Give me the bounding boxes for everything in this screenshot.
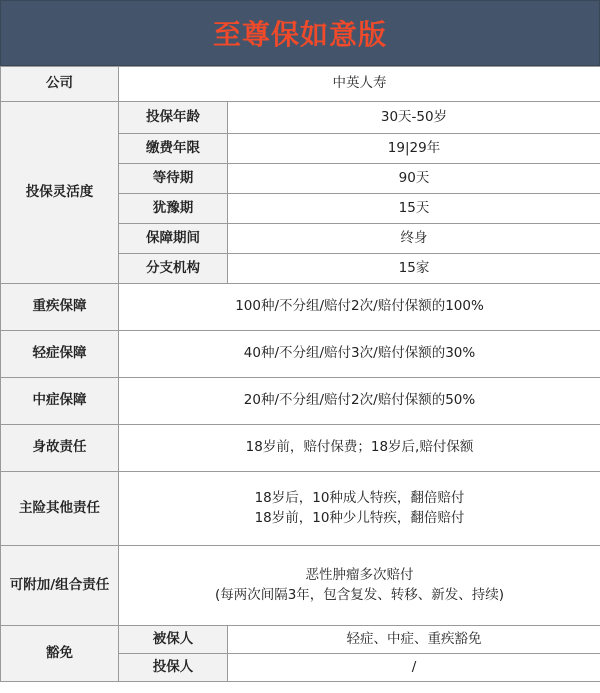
label-other: 主险其他责任	[1, 472, 119, 546]
label-addon: 可附加/组合责任	[1, 546, 119, 626]
title-bar	[0, 0, 600, 66]
sublabel-coverage-period: 保障期间	[119, 224, 228, 254]
value-addon	[119, 546, 600, 626]
row-death	[1, 425, 600, 472]
label-waiver: 豁免	[1, 626, 119, 682]
value-mild: 40种/不分组/赔付3次/赔付保额的30%	[119, 331, 600, 378]
label-flexibility: 投保灵活度	[1, 102, 119, 284]
label-moderate: 中症保障	[1, 378, 119, 425]
value-death: 18岁前，赔付保费；18岁后,赔付保额	[119, 425, 600, 472]
value-other	[119, 472, 600, 546]
sublabel-insured: 被保人	[119, 626, 228, 654]
label-mild: 轻症保障	[1, 331, 119, 378]
value-payment-term: 19|29年	[228, 134, 600, 164]
value-critical: 100种/不分组/赔付2次/赔付保额的100%	[119, 284, 600, 331]
value-cooling-off: 15天	[228, 194, 600, 224]
row-other	[1, 472, 600, 546]
row-mild	[1, 331, 600, 378]
sublabel-branches: 分支机构	[119, 254, 228, 284]
label-critical: 重疾保障	[1, 284, 119, 331]
sublabel-policyholder: 投保人	[119, 654, 228, 682]
value-addon-line-1: 恶性肿瘤多次赔付	[305, 566, 414, 583]
value-addon-line-2: (每两次间隔3年，包含复发、转移、新发、持续)	[214, 586, 505, 603]
product-title: 至尊保如意版	[212, 18, 387, 51]
sublabel-cooling-off: 犹豫期	[119, 194, 228, 224]
value-waiting-period: 90天	[228, 164, 600, 194]
row-moderate	[1, 378, 600, 425]
label-death: 身故责任	[1, 425, 119, 472]
row-waiver-insured	[1, 626, 600, 654]
value-moderate: 20种/不分组/赔付2次/赔付保额的50%	[119, 378, 600, 425]
value-coverage-period: 终身	[228, 224, 600, 254]
value-policyholder: /	[228, 654, 600, 682]
sublabel-age: 投保年龄	[119, 102, 228, 134]
value-branches: 15家	[228, 254, 600, 284]
sublabel-waiting-period: 等待期	[119, 164, 228, 194]
row-critical	[1, 284, 600, 331]
value-company: 中英人寿	[119, 67, 600, 102]
value-insured: 轻症、中症、重疾豁免	[228, 626, 600, 654]
row-flex-age	[1, 102, 600, 134]
label-company: 公司	[1, 67, 119, 102]
product-table	[0, 66, 600, 682]
value-other-line-1: 18岁后，10种成人特疾，翻倍赔付	[254, 489, 465, 506]
value-other-line-2: 18岁前，10种少儿特疾，翻倍赔付	[254, 509, 465, 526]
value-age: 30天-50岁	[228, 102, 600, 134]
row-company	[1, 67, 600, 102]
row-addon	[1, 546, 600, 626]
sublabel-payment-term: 缴费年限	[119, 134, 228, 164]
